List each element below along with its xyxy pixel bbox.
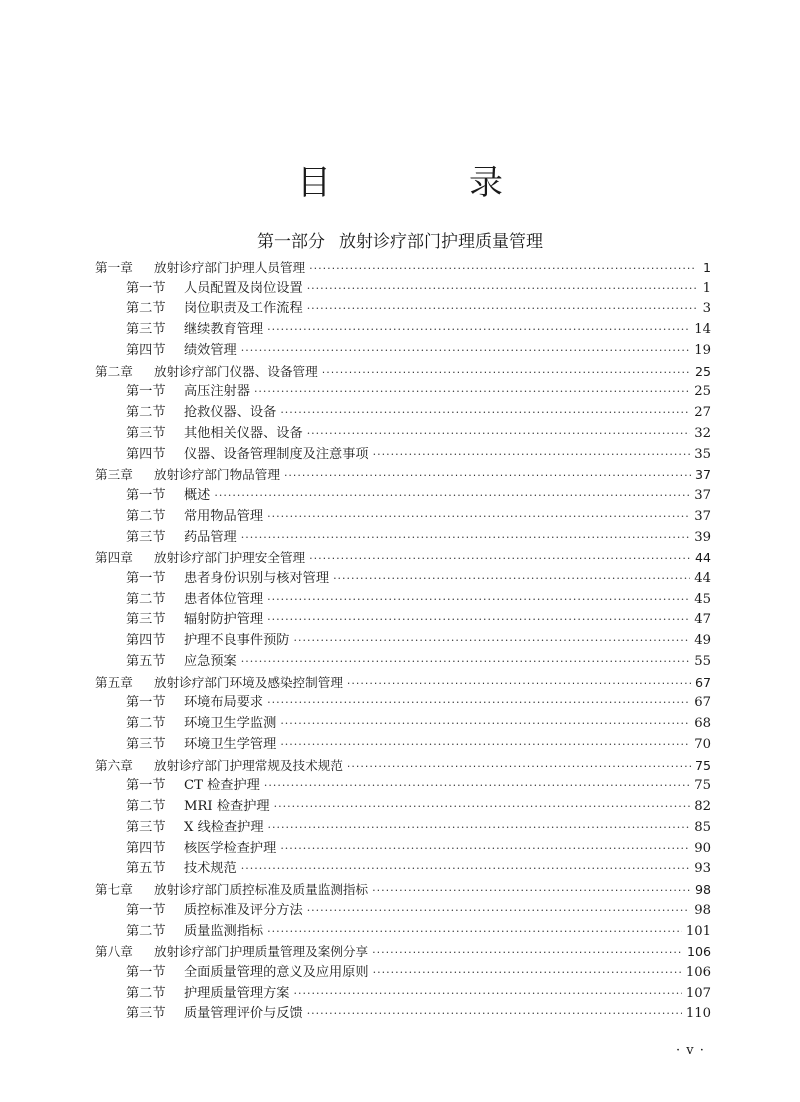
part-name: 放射诊疗部门护理质量管理 [339,232,543,252]
entry-number: 第四节 [126,633,166,649]
dot-leader [274,797,691,818]
entry-number: 第一节 [126,384,166,400]
dot-leader [307,1004,682,1025]
entry-page: 70 [694,736,711,752]
entry-title: 质量监测指标 [184,923,264,939]
entry-title: 辐射防护管理 [184,612,264,628]
entry-title: 放射诊疗部门物品管理 [154,467,280,483]
entry-page: 98 [694,902,711,918]
entry-number: 第八章 [95,944,133,960]
dot-leader [307,424,691,445]
entry-page: 3 [702,301,711,317]
entry-title: 放射诊疗部门环境及感染控制管理 [154,674,343,690]
entry-page: 93 [694,861,711,877]
entry-number: 第三节 [126,736,166,752]
toc-chapter-entry[interactable] [95,880,711,901]
dot-leader [294,984,682,1005]
entry-number: 第二节 [126,508,166,524]
toc-section-entry[interactable] [95,486,711,507]
entry-title: 其他相关仪器、设备 [184,425,303,441]
toc-section-entry[interactable] [95,424,711,445]
entry-page: 85 [694,819,711,835]
entry-number: 第三章 [95,467,133,483]
dot-leader [241,859,690,880]
entry-page: 35 [694,446,711,462]
toc-section-entry[interactable] [95,714,711,735]
entry-number: 第四章 [95,550,133,566]
entry-page: 25 [694,384,711,400]
entry-title: X 线检查护理 [184,819,264,835]
entry-number: 第一节 [126,571,166,587]
toc-section-entry[interactable] [95,403,711,424]
toc-section-entry[interactable] [95,652,711,673]
toc-section-entry[interactable] [95,610,711,631]
dot-leader [322,363,691,384]
entry-title: 患者身份识别与核对管理 [184,571,330,587]
dot-leader [309,549,691,570]
entry-title: 技术规范 [184,861,237,877]
entry-page: 45 [694,591,711,607]
entry-number: 第五章 [95,674,133,690]
toc-section-entry[interactable] [95,569,711,590]
dot-leader [309,259,697,280]
entry-page: 1 [702,260,711,275]
entry-page: 55 [694,653,711,669]
toc-chapter-entry[interactable] [95,548,711,569]
toc-section-entry[interactable] [95,1004,711,1025]
part-number: 第一部分 [257,232,325,252]
entry-number: 第二节 [126,799,166,815]
dot-leader [372,881,691,902]
entry-number: 第四节 [126,342,166,358]
entry-number: 第三节 [126,612,166,628]
entry-number: 第二章 [95,363,133,379]
dot-leader [280,714,690,735]
entry-title: 放射诊疗部门护理安全管理 [154,550,306,566]
entry-number: 第二节 [126,301,166,317]
entry-number: 第四节 [126,446,166,462]
entry-title: 放射诊疗部门质控标准及质量监测指标 [154,882,369,898]
entry-page: 47 [694,612,711,628]
toc-section-entry[interactable] [95,901,711,922]
dot-leader [373,445,691,466]
entry-page: 107 [685,985,711,1001]
toc-section-entry[interactable] [95,279,711,300]
entry-number: 第三节 [126,819,166,835]
toc-section-entry[interactable] [95,528,711,549]
entry-number: 第一节 [126,280,166,296]
entry-title: 常用物品管理 [184,508,264,524]
entry-title: 放射诊疗部门仪器、设备管理 [154,363,318,379]
entry-title: 环境卫生学监测 [184,716,277,732]
toc-section-entry[interactable] [95,382,711,403]
entry-number: 第五节 [126,653,166,669]
toc-section-entry[interactable] [95,693,711,714]
entry-number: 第二节 [126,985,166,1001]
entry-number: 第三节 [126,322,166,338]
dot-leader [294,631,691,652]
entry-page: 39 [694,529,711,545]
table-of-contents [95,258,711,1025]
dot-leader [267,693,690,714]
entry-page: 68 [694,716,711,732]
dot-leader [372,943,683,964]
toc-section-entry[interactable] [95,341,711,362]
dot-leader [333,569,690,590]
entry-title: 绩效管理 [184,342,237,358]
entry-page: 75 [694,757,711,773]
dot-leader [268,818,691,839]
entry-page: 49 [694,633,711,649]
entry-title: CT 检查护理 [184,778,260,794]
part-heading [0,229,800,255]
entry-title: 概述 [184,488,211,504]
page-number: · v · [676,1043,705,1058]
entry-title: 人员配置及岗位设置 [184,280,303,296]
entry-page: 106 [686,944,711,960]
page-title: 目 录 [297,162,555,203]
entry-number: 第三节 [126,1006,166,1022]
dot-leader [241,652,690,673]
entry-page: 82 [694,799,711,815]
entry-page: 25 [694,363,711,379]
dot-leader [347,674,691,695]
toc-section-entry[interactable] [95,859,711,880]
toc-section-entry[interactable] [95,839,711,860]
entry-title: 高压注射器 [184,384,250,400]
dot-leader [241,528,690,549]
toc-section-entry[interactable] [95,590,711,611]
entry-page: 37 [694,508,711,524]
entry-number: 第四节 [126,840,166,856]
dot-leader [280,839,690,860]
entry-page: 98 [694,882,711,898]
dot-leader [241,341,690,362]
dot-leader [280,735,690,756]
entry-page: 106 [685,964,711,980]
entry-number: 第一节 [126,902,166,918]
entry-page: 101 [685,923,711,939]
toc-chapter-entry[interactable] [95,756,711,777]
entry-title: 护理质量管理方案 [184,985,290,1001]
dot-leader [284,466,691,487]
entry-title: 岗位职责及工作流程 [184,301,303,317]
entry-title: 质量管理评价与反馈 [184,1006,303,1022]
entry-page: 90 [694,840,711,856]
entry-number: 第二节 [126,405,166,421]
entry-title: 抢救仪器、设备 [184,405,277,421]
toc-section-entry[interactable] [95,735,711,756]
entry-number: 第六章 [95,757,133,773]
toc-chapter-entry[interactable] [95,673,711,694]
entry-title: 护理不良事件预防 [184,633,290,649]
dot-leader [267,922,682,943]
entry-title: 放射诊疗部门护理质量管理及案例分享 [154,944,369,960]
dot-leader [267,610,690,631]
entry-title: 放射诊疗部门护理常规及技术规范 [154,757,343,773]
toc-section-entry[interactable] [95,984,711,1005]
entry-number: 第三节 [126,425,166,441]
entry-title: 药品管理 [184,529,237,545]
entry-number: 第三节 [126,529,166,545]
entry-title: 核医学检查护理 [184,840,277,856]
toc-chapter-entry[interactable] [95,362,711,383]
entry-page: 27 [694,405,711,421]
entry-number: 第二节 [126,591,166,607]
entry-title: 环境布局要求 [184,695,264,711]
dot-leader [214,486,690,507]
entry-page: 67 [694,695,711,711]
entry-page: 67 [694,674,711,690]
entry-title: 继续教育管理 [184,322,264,338]
dot-leader [307,279,697,300]
entry-page: 37 [694,488,711,504]
entry-title: MRI 检查护理 [184,799,270,815]
toc-chapter-entry[interactable] [95,465,711,486]
entry-number: 第二节 [126,923,166,939]
toc-section-entry[interactable] [95,631,711,652]
entry-number: 第一节 [126,964,166,980]
dot-leader [267,320,690,341]
dot-leader [267,590,690,611]
toc-chapter-entry[interactable] [95,258,711,279]
toc-section-entry[interactable] [95,797,711,818]
entry-title: 全面质量管理的意义及应用原则 [184,964,369,980]
toc-section-entry[interactable] [95,299,711,320]
entry-number: 第一节 [126,488,166,504]
entry-page: 44 [694,550,711,566]
toc-section-entry[interactable] [95,507,711,528]
entry-number: 第一节 [126,695,166,711]
entry-number: 第一节 [126,778,166,794]
entry-page: 110 [685,1006,711,1022]
dot-leader [267,507,690,528]
entry-number: 第五节 [126,861,166,877]
entry-page: 1 [702,280,711,296]
toc-section-entry[interactable] [95,776,711,797]
entry-page: 32 [694,425,711,441]
entry-number: 第一章 [95,260,133,275]
entry-title: 患者体位管理 [184,591,264,607]
entry-title: 应急预案 [184,653,237,669]
entry-title: 质控标准及评分方法 [184,902,303,918]
dot-leader [264,776,690,797]
entry-page: 44 [694,571,711,587]
toc-section-entry[interactable] [95,963,711,984]
toc-section-entry[interactable] [95,818,711,839]
entry-number: 第七章 [95,882,133,898]
toc-section-entry[interactable] [95,320,711,341]
entry-number: 第二节 [126,716,166,732]
toc-section-entry[interactable] [95,445,711,466]
dot-leader [347,757,691,778]
toc-chapter-entry[interactable] [95,942,711,963]
entry-page: 37 [694,467,711,483]
toc-section-entry[interactable] [95,922,711,943]
dot-leader [307,299,697,320]
entry-page: 75 [694,778,711,794]
dot-leader [307,901,691,922]
entry-page: 14 [694,322,711,338]
dot-leader [280,403,690,424]
entry-title: 环境卫生学管理 [184,736,277,752]
dot-leader [254,382,690,403]
dot-leader [373,963,682,984]
entry-title: 仪器、设备管理制度及注意事项 [184,446,369,462]
entry-page: 19 [694,342,711,358]
entry-title: 放射诊疗部门护理人员管理 [154,260,306,275]
